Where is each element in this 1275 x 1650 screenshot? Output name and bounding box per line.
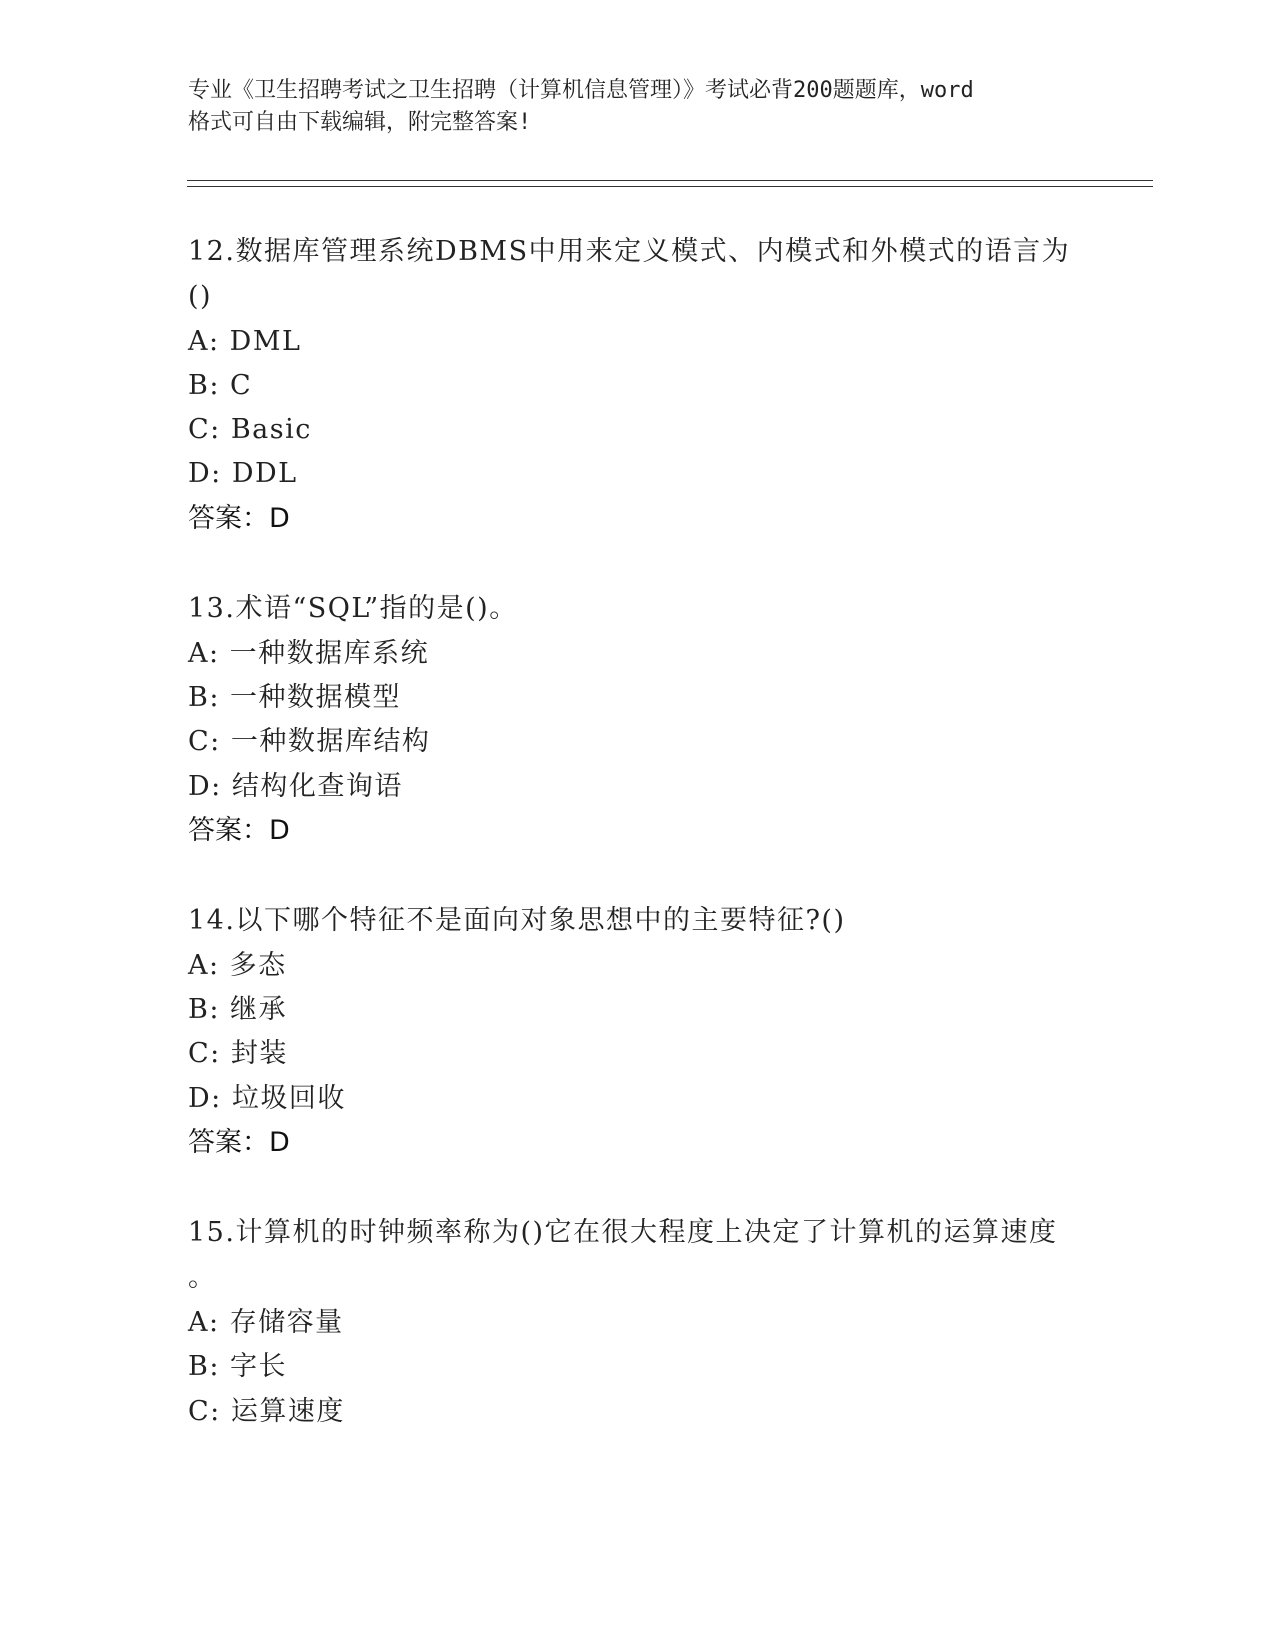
option-a: A: DML (188, 326, 302, 357)
question-stem: 12.数据库管理系统DBMS中用来定义模式、内模式和外模式的语言为 (188, 236, 1071, 267)
header-description (188, 75, 1088, 139)
header-divider-top (187, 180, 1153, 181)
answer-label: 答案：D (188, 1127, 290, 1158)
option-c: C: 封装 (188, 1038, 288, 1069)
option-a: A: 多态 (188, 950, 287, 981)
option-b: B: 继承 (188, 994, 288, 1025)
option-d: D: 垃圾回收 (188, 1083, 346, 1114)
option-c: C: 运算速度 (188, 1396, 345, 1427)
option-b: B: C (188, 370, 253, 401)
option-c: C: Basic (188, 414, 312, 445)
option-d: D: DDL (188, 458, 298, 489)
option-a: A: 存储容量 (188, 1307, 344, 1338)
question-stem-continuation: 。 (188, 1262, 217, 1293)
option-c: C: 一种数据库结构 (188, 726, 431, 757)
option-b: B: 一种数据模型 (188, 682, 402, 713)
question-stem: 15.计算机的时钟频率称为()它在很大程度上决定了计算机的运算速度 (188, 1217, 1058, 1248)
header-line-1: 专业《卫生招聘考试之卫生招聘（计算机信息管理）》考试必背200题题库，word (188, 78, 974, 103)
option-b: B: 字长 (188, 1351, 288, 1382)
question-stem: 13.术语“SQL”指的是()。 (188, 593, 518, 624)
option-d: D: 结构化查询语 (188, 771, 403, 802)
question-stem-continuation: () (188, 281, 213, 312)
header-divider-bottom (187, 186, 1153, 187)
question-stem: 14.以下哪个特征不是面向对象思想中的主要特征?() (188, 905, 846, 936)
option-a: A: 一种数据库系统 (188, 638, 430, 669)
answer-label: 答案：D (188, 503, 290, 534)
answer-label: 答案：D (188, 815, 290, 846)
header-line-2: 格式可自由下载编辑，附完整答案! (188, 110, 532, 135)
